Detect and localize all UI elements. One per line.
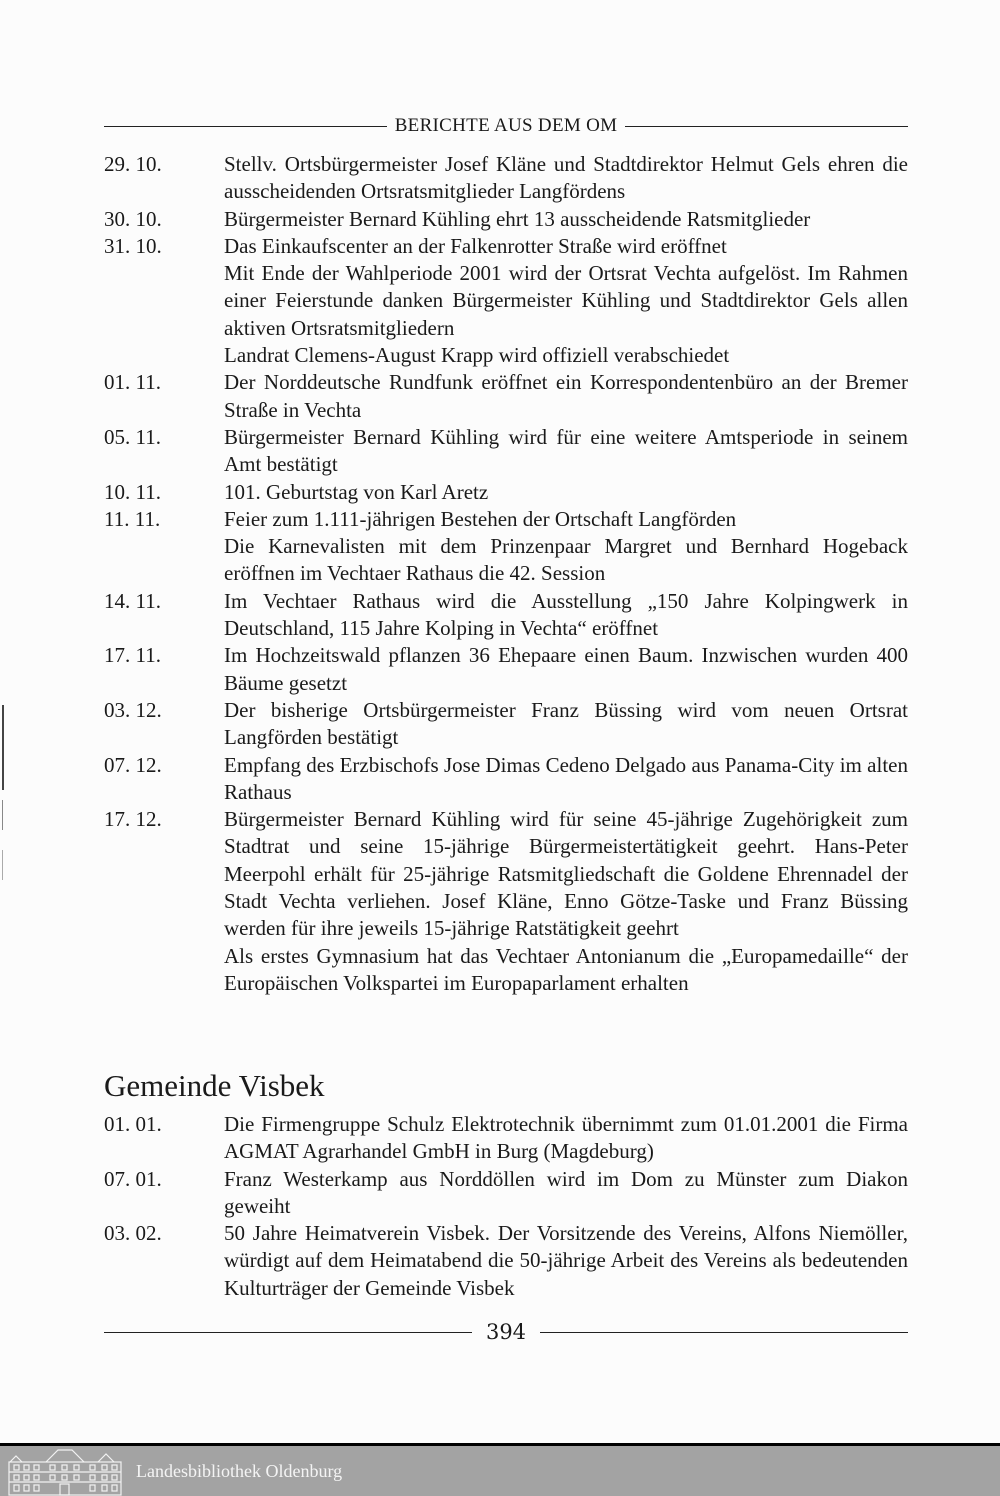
entry-paragraph: Die Karnevalisten mit dem Prinzenpaar Margret und Bernhard Hogeback eröffnen im Vechtaer Rathaus die 42. Session [224,534,908,586]
entry-paragraph: Franz Westerkamp aus Norddöllen wird im Dom zu Münster zum Diakon geweiht [224,1166,908,1218]
entry-date: 03. 12. [104,697,162,722]
entry-text [224,1111,908,1166]
page-number: 394 [485,1320,527,1344]
chronicle-entry [104,369,908,424]
entry-paragraph: Der Norddeutsche Rundfunk eröffnet ein Korrespondentenbüro an der Bremer Straße in Vechta [224,370,908,422]
chronicle-entry [104,506,908,588]
entry-text [224,479,908,506]
entry-paragraph: 50 Jahre Heimatverein Visbek. Der Vorsitzende des Vereins, Alfons Niemöller, würdigt auf dem Heimatabend die 50-jährige Arbeit des Vereins als bedeutenden Kulturträger der Gemeinde Visbek [224,1221,908,1300]
scan-margin-marks [2,705,5,885]
entry-date: 07. 01. [104,1166,162,1191]
entry-paragraph: 101. Geburtstag von Karl Aretz [224,479,489,504]
entry-paragraph: Feier zum 1.111-jährigen Bestehen der Ortschaft Langförden [224,506,737,531]
entry-paragraph: Mit Ende der Wahlperiode 2001 wird der Ortsrat Vechta aufgelöst. Im Rahmen einer Feierstunde danken Bürgermeister Kühling und Stadtdirektor Gels allen aktiven Ortsratsmitgliedern [224,261,908,340]
chronicle-entry [104,697,908,752]
page-folio [104,1320,908,1344]
entry-text [224,233,908,369]
chronicle-entry [104,752,908,807]
chronicle-entry [104,588,908,643]
section-title: Gemeinde Visbek [104,1068,325,1103]
entry-date: 07. 12. [104,752,162,777]
entry-text [224,506,908,588]
scan-mark [2,800,3,830]
chronicle-entry [104,151,908,206]
entry-date: 14. 11. [104,588,161,613]
scan-mark [2,705,4,790]
chronicle-entry [104,642,908,697]
entry-text [224,424,908,479]
entry-date: 01. 11. [104,370,161,395]
entry-date: 10. 11. [104,479,161,504]
entry-date: 01. 01. [104,1112,162,1136]
entry-paragraph: Stellv. Ortsbürgermeister Josef Kläne und Stadtdirektor Helmut Gels ehren die ausscheidenden Ortsratsmitglieder Langfördens [224,152,908,204]
folio-rule-left [104,1332,472,1333]
entry-text [224,588,908,643]
entry-text [224,806,908,997]
chronicle-entry [104,1220,908,1302]
chronicle-entry [104,206,908,233]
entry-text [224,642,908,697]
entry-paragraph: Landrat Clemens-August Krapp wird offiziell verabschiedet [224,343,730,368]
entry-date: 05. 11. [104,424,161,449]
chronicle-entry [104,1111,908,1166]
footer-bar [0,1443,1000,1496]
entry-date: 30. 10. [104,206,162,231]
chronicle-entries-visbek [104,1111,908,1302]
running-head-rule-right [625,126,908,127]
library-name: Landesbibliothek Oldenburg [136,1460,343,1481]
entry-paragraph: Bürgermeister Bernard Kühling wird für eine weitere Amtsperiode in seinem Amt bestätigt [224,424,908,477]
entry-text [224,206,908,233]
entry-text [224,1220,908,1302]
entry-paragraph: Die Firmengruppe Schulz Elektrotechnik übernimmt zum 01.01.2001 die Firma AGMAT Agrarhandel GmbH in Burg (Magdeburg) [224,1112,908,1164]
entry-date: 31. 10. [104,233,162,258]
entry-date: 17. 12. [104,807,162,832]
running-head-rule-left [104,126,387,127]
entry-paragraph: Das Einkaufscenter an der Falkenrotter Straße wird eröffnet [224,233,727,258]
entry-text [224,752,908,807]
scan-mark [2,850,3,880]
entry-paragraph: Als erstes Gymnasium hat das Vechtaer Antonianum die „Europamedaille“ der Europäischen Volkspartei im Europaparlament erhalten [224,943,908,995]
running-head-title: BERICHTE AUS DEM OM [394,115,618,136]
folio-rule-right [540,1332,908,1333]
entry-text [224,151,908,206]
chronicle-entry [104,806,908,997]
chronicle-entry [104,1166,908,1221]
entry-text [224,369,908,424]
library-building-icon [6,1448,124,1496]
entry-paragraph: Bürgermeister Bernard Kühling ehrt 13 ausscheidende Ratsmitglieder [224,206,811,231]
entry-paragraph: Empfang des Erzbischofs Jose Dimas Cedeno Delgado aus Panama-City im alten Rathaus [224,752,908,804]
entry-paragraph: Im Hochzeitswald pflanzen 36 Ehepaare einen Baum. Inzwischen wurden 400 Bäume gesetzt [224,643,908,695]
entry-date: 11. 11. [104,506,161,531]
entry-date: 03. 02. [104,1221,162,1246]
chronicle-entry [104,479,908,506]
entry-paragraph: Bürgermeister Bernard Kühling wird für seine 45-jährige Zugehörigkeit zum Stadtrat und seine 15-jährige Bürgermeistertätigkeit geehrt. Hans-Peter Meerpohl erhält für 25-jährige Ratsmitgliedschaft die Goldene Ehrennadel der Stadt Vechta verliehen. Josef Kläne, Enno Götze-Taske und Franz Büssing werden für ihre jeweils 15-jährige Ratstätigkeit geehrt [224,807,908,941]
chronicle-entry [104,233,908,369]
entry-date: 17. 11. [104,643,161,668]
entry-text [224,1166,908,1221]
entry-paragraph: Im Vechtaer Rathaus wird die Ausstellung „150 Jahre Kolpingwerk in Deutschland, 115 Jahre Kolping in Vechta“ eröffnet [224,588,908,641]
entry-paragraph: Der bisherige Ortsbürgermeister Franz Büssing wird vom neuen Ortsrat Langförden bestätigt [224,697,908,750]
chronicle-entry [104,424,908,479]
entry-text [224,697,908,752]
chronicle-entries-vechta [104,151,908,997]
entry-date: 29. 10. [104,152,162,176]
running-head [104,113,908,139]
